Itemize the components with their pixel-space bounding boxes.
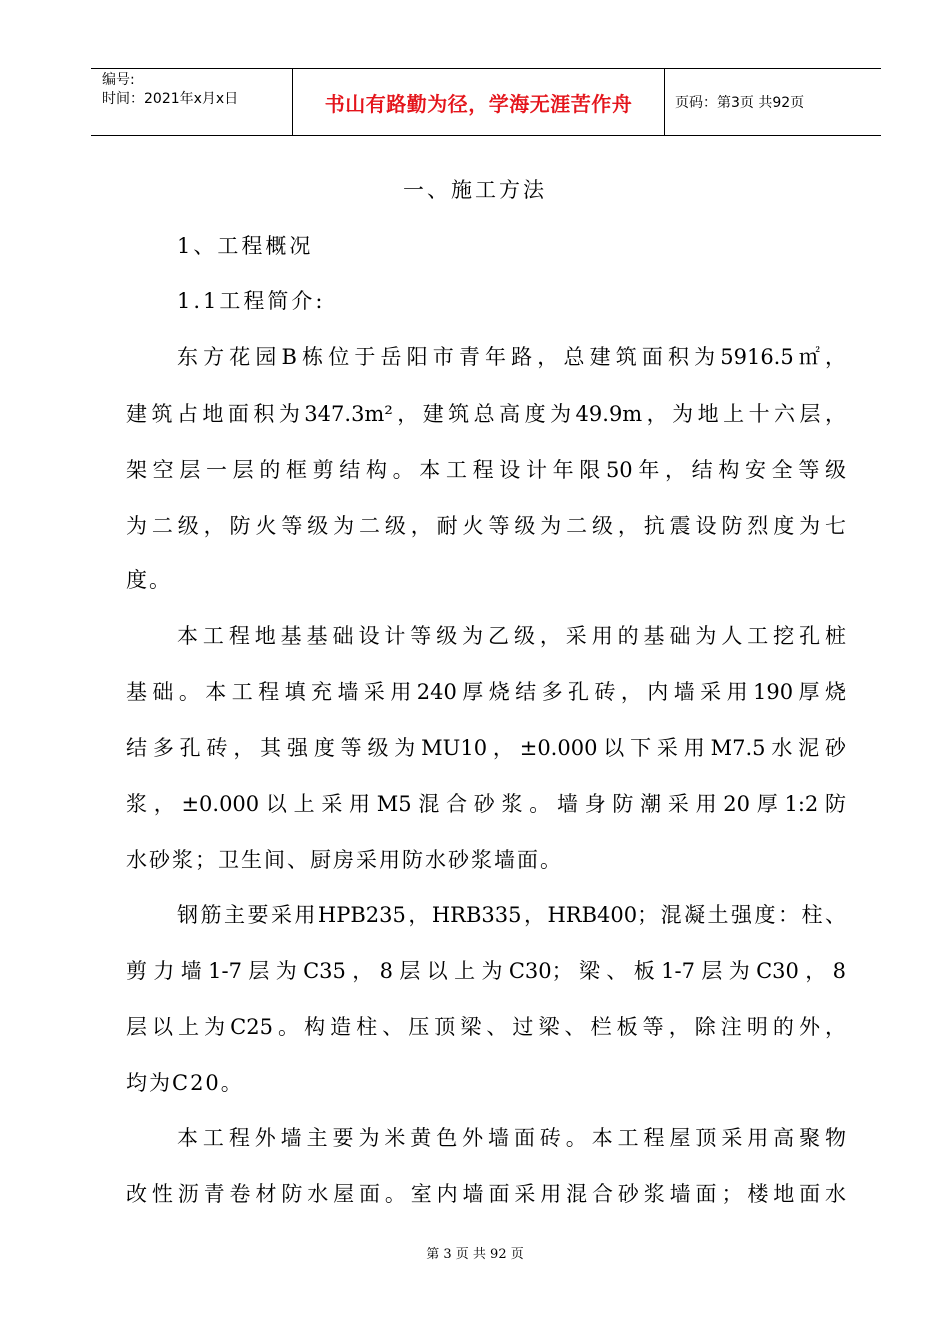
paragraph-2-line-1: 本工程地基基础设计等级为乙级，采用的基础为人工挖孔桩 — [177, 624, 846, 648]
page-footer: 第 3 页 共 92 页 — [426, 1247, 524, 1262]
time-label: 时间：2021年x月x日 — [102, 91, 239, 107]
paragraph-1-line-1: 东方花园B栋位于岳阳市青年路，总建筑面积为5916.5㎡， — [177, 345, 846, 369]
paragraph-3-line-3: 层以上为C25。构造柱、压顶梁、过梁、栏板等，除注明的外， — [126, 1015, 846, 1039]
document-heading: 一、施工方法 — [403, 178, 547, 202]
paragraph-4-line-2: 改性沥青卷材防水屋面。室内墙面采用混合砂浆墙面；楼地面水 — [126, 1182, 846, 1206]
paragraph-1-line-3: 架空层一层的框剪结构。本工程设计年限50年，结构安全等级 — [126, 458, 846, 482]
header-page-info: 页码：第3页 共92页 — [675, 95, 805, 111]
paragraph-2-line-4: 浆，±0.000以上采用M5混合砂浆。墙身防潮采用20厚1:2防 — [126, 792, 846, 816]
paragraph-3-line-4: 均为C20。 — [126, 1071, 244, 1095]
paragraph-1-line-2: 建筑占地面积为347.3m²，建筑总高度为49.9m，为地上十六层， — [126, 402, 846, 426]
header-middle-cell — [292, 69, 665, 135]
page-header — [91, 68, 881, 136]
code-label: 编号: — [102, 72, 135, 88]
paragraph-1-line-4: 为二级，防火等级为二级，耐火等级为二级，抗震设防烈度为七 — [126, 514, 846, 538]
paragraph-1-line-5: 度。 — [126, 568, 172, 592]
paragraph-3-line-2: 剪力墙1-7层为C35，8层以上为C30；梁、板1-7层为C30，8 — [126, 959, 846, 983]
section-title: 1、工程概况 — [177, 234, 314, 258]
paragraph-2-line-5: 水砂浆；卫生间、厨房采用防水砂浆墙面。 — [126, 848, 563, 872]
paragraph-2-line-2: 基础。本工程填充墙采用240厚烧结多孔砖，内墙采用190厚烧 — [126, 680, 846, 704]
paragraph-2-line-3: 结多孔砖，其强度等级为MU10，±0.000以下采用M7.5水泥砂 — [126, 736, 846, 760]
header-left-cell — [91, 69, 292, 135]
subsection-title: 1.1工程简介: — [177, 289, 326, 313]
paragraph-4-line-1: 本工程外墙主要为米黄色外墙面砖。本工程屋顶采用高聚物 — [177, 1126, 846, 1150]
header-right-cell — [665, 69, 881, 135]
header-motto: 书山有路勤为径，学海无涯苦作舟 — [324, 91, 633, 116]
paragraph-3-line-1: 钢筋主要采用HPB235，HRB335，HRB400；混凝土强度：柱、 — [177, 903, 846, 927]
